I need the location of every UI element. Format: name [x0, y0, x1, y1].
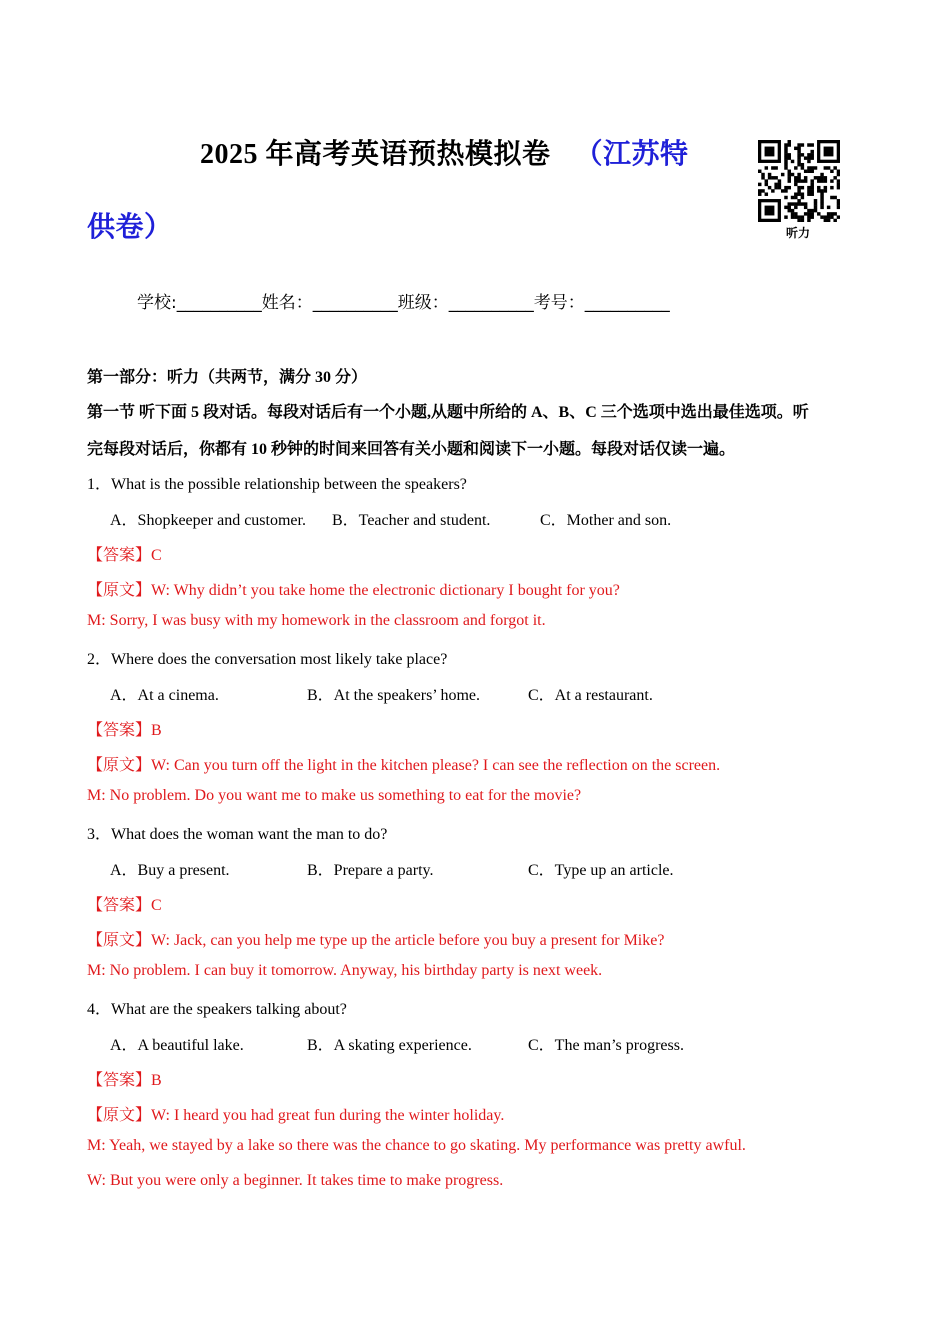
qr-module — [797, 160, 800, 163]
qr-module — [810, 170, 813, 173]
qr-caption: 听力 — [786, 226, 811, 240]
qr-module — [837, 186, 840, 189]
question-3-option-a: A．Buy a present. — [110, 862, 230, 879]
qr-module — [797, 156, 800, 159]
qr-module — [788, 202, 791, 205]
qr-module — [817, 186, 820, 189]
qr-module — [810, 153, 813, 156]
qr-module — [817, 176, 820, 179]
qr-module — [791, 173, 794, 176]
qr-module — [833, 212, 836, 215]
qr-module — [758, 170, 761, 173]
question-1-answer: 【答案】C — [87, 547, 162, 564]
qr-module — [781, 173, 784, 176]
qr-module — [807, 156, 810, 159]
qr-module — [768, 173, 771, 176]
qr-module — [794, 215, 797, 218]
qr-module — [791, 215, 794, 218]
qr-module — [797, 219, 800, 222]
qr-module — [797, 199, 800, 202]
qr-module — [801, 179, 804, 182]
qr-module — [784, 160, 787, 163]
qr-module — [788, 209, 791, 212]
question-1-option-c: C．Mother and son. — [540, 512, 672, 529]
qr-module — [814, 209, 817, 212]
page-title — [200, 132, 689, 172]
qr-module — [807, 212, 810, 215]
qr-module — [791, 212, 794, 215]
qr-module — [814, 166, 817, 169]
question-1-option-b: B．Teacher and student. — [332, 512, 491, 529]
qr-module — [814, 199, 817, 202]
qr-module — [768, 176, 771, 179]
qr-module — [801, 196, 804, 199]
qr-module — [827, 219, 830, 222]
qr-module — [797, 192, 800, 195]
qr-code-icon — [758, 140, 840, 222]
qr-module — [784, 189, 787, 192]
question-4-answer: 【答案】B — [87, 1072, 162, 1089]
qr-finder-center — [765, 206, 775, 216]
qr-module — [765, 179, 768, 182]
qr-module — [778, 186, 781, 189]
qr-module — [774, 186, 777, 189]
qr-module — [810, 209, 813, 212]
qr-module — [824, 166, 827, 169]
qr-module — [837, 183, 840, 186]
qr-module — [797, 202, 800, 205]
qr-module — [810, 166, 813, 169]
question-3-answer: 【答案】C — [87, 897, 162, 914]
question-4-stem: 4．What are the speakers talking about? — [87, 1001, 347, 1018]
qr-module — [804, 212, 807, 215]
qr-module — [830, 179, 833, 182]
qr-module — [797, 147, 800, 150]
qr-module — [833, 176, 836, 179]
qr-module — [794, 192, 797, 195]
qr-module — [797, 176, 800, 179]
qr-module — [791, 202, 794, 205]
qr-module — [784, 163, 787, 166]
question-4-transcript-2: M: Yeah, we stayed by a lake so there was the chance to go skating. My performance was pretty awful. — [87, 1137, 746, 1154]
question-1-stem: 1．What is the possible relationship between the speakers? — [87, 476, 467, 493]
qr-module — [837, 173, 840, 176]
part1-heading: 第一部分：听力（共两节，满分 30 分） — [87, 369, 368, 386]
qr-module — [788, 186, 791, 189]
qr-module — [801, 163, 804, 166]
qr-module — [784, 150, 787, 153]
qr-module — [784, 143, 787, 146]
question-1-option-a: A．Shopkeeper and customer. — [110, 512, 306, 529]
question-4-option-c: C．The man’s progress. — [528, 1037, 684, 1054]
qr-module — [797, 215, 800, 218]
qr-module — [824, 219, 827, 222]
qr-module — [820, 199, 823, 202]
qr-module — [820, 189, 823, 192]
qr-module — [758, 192, 761, 195]
question-2-option-a: A．At a cinema. — [110, 687, 219, 704]
title-region-text: （江苏特 — [574, 139, 689, 170]
qr-module — [837, 199, 840, 202]
qr-module — [810, 143, 813, 146]
qr-module — [784, 215, 787, 218]
qr-module — [833, 196, 836, 199]
qr-module — [801, 202, 804, 205]
qr-module — [804, 156, 807, 159]
qr-module — [807, 166, 810, 169]
qr-module — [804, 179, 807, 182]
qr-module — [771, 176, 774, 179]
question-2-transcript-2: M: No problem. Do you want me to make us something to eat for the movie? — [87, 787, 582, 804]
qr-module — [797, 186, 800, 189]
qr-module — [774, 166, 777, 169]
qr-module — [794, 202, 797, 205]
qr-module — [820, 206, 823, 209]
qr-module — [827, 206, 830, 209]
qr-module — [784, 206, 787, 209]
qr-module — [830, 170, 833, 173]
qr-module — [784, 147, 787, 150]
qr-module — [837, 170, 840, 173]
question-4-option-a: A．A beautiful lake. — [110, 1037, 244, 1054]
qr-module — [801, 153, 804, 156]
qr-module — [784, 153, 787, 156]
qr-module — [771, 189, 774, 192]
qr-module — [810, 189, 813, 192]
qr-module — [804, 206, 807, 209]
qr-module — [820, 192, 823, 195]
qr-module — [817, 179, 820, 182]
question-3-stem: 3．What does the woman want the man to do? — [87, 826, 388, 843]
qr-module — [794, 212, 797, 215]
title-continuation: 供卷） — [87, 212, 173, 243]
qr-module — [788, 153, 791, 156]
qr-module — [820, 202, 823, 205]
qr-module — [781, 189, 784, 192]
qr-module — [807, 192, 810, 195]
qr-module — [807, 189, 810, 192]
question-2-option-c: C．At a restaurant. — [528, 687, 653, 704]
section1-instructions-line1: 第一节 听下面 5 段对话。每段对话后有一个小题,从题中所给的 A、B、C 三个选项中选出最佳选项。听 — [87, 404, 809, 421]
qr-module — [794, 206, 797, 209]
qr-module — [761, 176, 764, 179]
question-2-answer: 【答案】B — [87, 722, 162, 739]
qr-finder-center — [824, 147, 834, 157]
qr-module — [801, 143, 804, 146]
qr-module — [810, 150, 813, 153]
qr-module — [761, 173, 764, 176]
qr-module — [814, 176, 817, 179]
qr-module — [820, 176, 823, 179]
section1-instructions-line2: 完每段对话后，你都有 10 秒钟的时间来回答有关小题和阅读下一小题。每段对话仅读一遍。 — [87, 441, 736, 458]
qr-module — [765, 192, 768, 195]
qr-module — [765, 183, 768, 186]
qr-module — [801, 192, 804, 195]
qr-module — [814, 206, 817, 209]
qr-module — [833, 166, 836, 169]
student-info-line: 学校:__________姓名：__________班级：__________考号：__________ — [137, 293, 670, 313]
question-3-option-c: C．Type up an article. — [528, 862, 674, 879]
question-3-option-b: B．Prepare a party. — [307, 862, 434, 879]
qr-module — [797, 179, 800, 182]
qr-module — [817, 212, 820, 215]
qr-module — [817, 189, 820, 192]
qr-module — [758, 183, 761, 186]
qr-module — [774, 183, 777, 186]
qr-module — [788, 176, 791, 179]
qr-module — [797, 143, 800, 146]
qr-module — [768, 186, 771, 189]
question-3-transcript-1: 【原文】W: Jack, can you help me type up the article before you buy a present for Mike? — [87, 932, 665, 949]
qr-module — [794, 183, 797, 186]
qr-module — [820, 173, 823, 176]
qr-module — [801, 186, 804, 189]
qr-module — [797, 189, 800, 192]
qr-module — [810, 183, 813, 186]
qr-module — [804, 170, 807, 173]
qr-module — [820, 215, 823, 218]
qr-module — [824, 186, 827, 189]
qr-module — [837, 206, 840, 209]
qr-module — [794, 196, 797, 199]
qr-module — [801, 215, 804, 218]
qr-module — [810, 186, 813, 189]
qr-module — [804, 202, 807, 205]
qr-module — [784, 186, 787, 189]
qr-module — [797, 173, 800, 176]
qr-module — [807, 153, 810, 156]
qr-module — [794, 166, 797, 169]
qr-module — [794, 147, 797, 150]
qr-module — [833, 219, 836, 222]
qr-module — [788, 206, 791, 209]
qr-module — [807, 209, 810, 212]
qr-module — [791, 196, 794, 199]
question-1-transcript-2: M: Sorry, I was busy with my homework in the classroom and forgot it. — [87, 612, 546, 629]
qr-module — [827, 215, 830, 218]
qr-module — [810, 156, 813, 159]
qr-module — [794, 176, 797, 179]
qr-module — [807, 219, 810, 222]
qr-module — [788, 143, 791, 146]
qr-module — [791, 160, 794, 163]
qr-module — [771, 166, 774, 169]
question-2-transcript-1: 【原文】W: Can you turn off the light in the kitchen please? I can see the reflection on the screen. — [87, 757, 721, 774]
qr-module — [778, 183, 781, 186]
qr-module — [820, 179, 823, 182]
qr-module — [830, 196, 833, 199]
question-3-transcript-2: M: No problem. I can buy it tomorrow. Anyway, his birthday party is next week. — [87, 962, 603, 979]
qr-module — [824, 215, 827, 218]
qr-module — [837, 179, 840, 182]
qr-module — [827, 212, 830, 215]
qr-module — [830, 215, 833, 218]
title-main-text: 2025 年高考英语预热模拟卷 — [200, 139, 551, 170]
qr-module — [797, 150, 800, 153]
qr-module — [807, 170, 810, 173]
qr-module — [824, 176, 827, 179]
question-4-transcript-1: 【原文】W: I heard you had great fun during the winter holiday. — [87, 1107, 505, 1124]
qr-module — [794, 179, 797, 182]
qr-module — [837, 215, 840, 218]
question-4-transcript-3: W: But you were only a beginner. It takes time to make progress. — [87, 1172, 504, 1189]
qr-module — [784, 156, 787, 159]
question-2-option-b: B．At the speakers’ home. — [307, 687, 480, 704]
qr-module — [788, 156, 791, 159]
qr-module — [807, 160, 810, 163]
qr-module — [810, 212, 813, 215]
qr-module — [810, 179, 813, 182]
qr-module — [784, 196, 787, 199]
qr-module — [801, 166, 804, 169]
qr-module — [827, 166, 830, 169]
qr-module — [807, 215, 810, 218]
qr-module — [820, 196, 823, 199]
qr-module — [774, 176, 777, 179]
qr-module — [837, 202, 840, 205]
qr-module — [804, 176, 807, 179]
qr-module — [758, 189, 761, 192]
qr-module — [797, 163, 800, 166]
qr-module — [791, 209, 794, 212]
qr-module — [824, 189, 827, 192]
qr-module — [830, 186, 833, 189]
qr-module — [814, 202, 817, 205]
qr-module — [810, 215, 813, 218]
question-1-transcript-1: 【原文】W: Why didn’t you take home the electronic dictionary I bought for you? — [87, 582, 620, 599]
qr-module — [824, 179, 827, 182]
listening-qr-code[interactable] — [758, 140, 840, 222]
qr-module — [784, 166, 787, 169]
qr-module — [810, 192, 813, 195]
question-4-option-b: B．A skating experience. — [307, 1037, 472, 1054]
qr-module — [778, 179, 781, 182]
qr-module — [788, 179, 791, 182]
qr-module — [788, 173, 791, 176]
qr-module — [797, 153, 800, 156]
question-2-stem: 2．Where does the conversation most likely take place? — [87, 651, 448, 668]
qr-module — [801, 219, 804, 222]
qr-module — [807, 186, 810, 189]
qr-finder-center — [765, 147, 775, 157]
qr-module — [788, 140, 791, 143]
qr-module — [830, 212, 833, 215]
qr-module — [761, 189, 764, 192]
qr-module — [807, 143, 810, 146]
qr-module — [765, 166, 768, 169]
qr-module — [788, 170, 791, 173]
